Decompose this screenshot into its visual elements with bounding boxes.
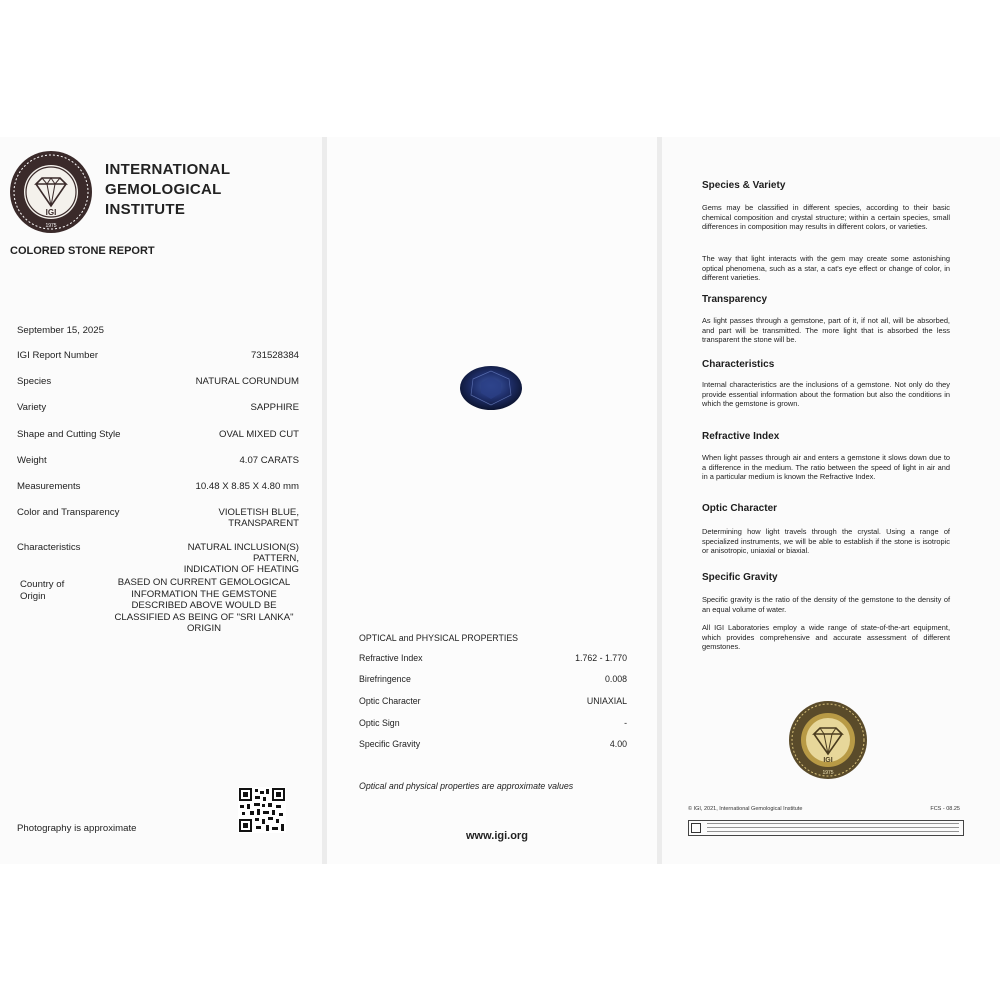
seal-year: 1975 [822,770,834,776]
detail-label: Shape and Cutting Style [17,429,121,440]
property-value: 0.008 [604,674,627,684]
detail-label: Color and Transparency [17,507,120,518]
seal-year: 1975 [45,223,57,229]
brand-line: INSTITUTE [105,201,186,218]
origin-value: BASED ON CURRENT GEMOLOGICAL INFORMATION THE GEMSTONE DESCRIBED ABOVE WOULD BE CLASSIFIED AS BEING OF "SRI LANKA" ORIGIN [114,577,294,634]
origin-label: Country of Origin [20,579,65,602]
section-heading: Optic Character [702,503,778,514]
detail-value: NATURAL CORUNDUM [195,376,299,387]
property-value: 4.00 [609,739,627,749]
institute-name [105,160,230,220]
copyright-text: © IGI, 2021, International Gemological Institute [688,806,803,812]
section-text: Internal characteristics are the inclusions of a gemstone. Not only do they provide essential information about the formation but also the conditions in which the gemstone is grown. [702,380,950,409]
section-heading: Characteristics [702,359,775,370]
security-fine-print [707,823,959,833]
report-title: COLORED STONE REPORT [10,245,155,257]
detail-label: Characteristics [17,542,81,553]
property-label: Refractive Index [359,653,423,663]
section-heading: Refractive Index [702,431,780,442]
detail-label: Variety [17,402,47,413]
property-value: 1.762 - 1.770 [575,653,627,663]
section-heading: Specific Gravity [702,572,778,583]
section-text: When light passes through air and enters a gemstone it slows down due to a difference in the medium. The ratio between the speed of light in air and in a particular medium is known the Refractive Index. [702,453,950,482]
property-value: UNIAXIAL [586,696,627,706]
detail-value: NATURAL INCLUSION(S) PATTERN, INDICATION OF HEATING [183,542,299,575]
detail-value: OVAL MIXED CUT [219,429,299,440]
igi-gold-seal [788,700,868,780]
section-heading: Species & Variety [702,180,786,191]
property-label: Optic Character [359,696,421,706]
property-label: Birefringence [359,674,411,684]
properties-title: OPTICAL and PHYSICAL PROPERTIES [359,633,519,643]
detail-label: Species [17,376,52,387]
report-date: September 15, 2025 [17,325,104,336]
photography-note: Photography is approximate [17,823,137,834]
section-text: As light passes through a gemstone, part of it, if not all, will be absorbed, and part will be transmitted. The more light that is absorbed the less transparent the stone will be. [702,316,950,345]
detail-value: 10.48 X 8.85 X 4.80 mm [195,481,299,492]
property-label: Specific Gravity [359,739,421,749]
property-label: Optic Sign [359,718,400,728]
security-features-box [688,820,964,836]
seal-text: IGI [823,757,833,764]
section-heading: Transparency [702,294,768,305]
approximation-note: Optical and physical properties are approximate values [359,781,574,791]
form-code: FCS - 08.25 [930,806,960,812]
sapphire-photo [459,365,523,411]
section-text: Specific gravity is the ratio of the density of the gemstone to the density of an equal volume of water. [702,595,950,614]
fold-divider [657,137,662,864]
detail-label: Measurements [17,481,81,492]
property-value: - [624,718,627,728]
detail-label: Weight [17,455,47,466]
security-document-icon [691,823,701,833]
section-text: Gems may be classified in different species, according to their basic chemical composition and crystal structure; within a certain species, small differences in composition may results in different colors, or varieties. [702,203,950,232]
igi-seal-logo [9,150,93,234]
detail-value: VIOLETISH BLUE, TRANSPARENT [218,507,299,529]
website-link[interactable]: www.igi.org [466,830,528,842]
panel-properties [327,137,657,864]
section-text: The way that light interacts with the gem may create some astonishing optical phenomena, such as a star, a cat's eye effect or change of color, in different varieties. [702,254,950,283]
brand-line: GEMOLOGICAL [105,181,222,198]
detail-value: 731528384 [250,350,299,361]
section-text: All IGI Laboratories employ a wide range of state-of-the-art equipment, which provides comprehensive and accurate assessment of different gemstones. [702,623,950,652]
section-text: Determining how light travels through the crystal. Using a range of specialized instruments, we will be able to establish if the stone is isotropic or anisotropic, uniaxial or biaxial. [702,527,950,556]
brand-line: INTERNATIONAL [105,161,231,178]
fold-divider [322,137,327,864]
qr-code-icon[interactable] [238,787,286,833]
detail-value: SAPPHIRE [250,402,299,413]
detail-value: 4.07 CARATS [239,455,299,466]
detail-label: IGI Report Number [17,350,99,361]
seal-text: IGI [45,208,57,217]
